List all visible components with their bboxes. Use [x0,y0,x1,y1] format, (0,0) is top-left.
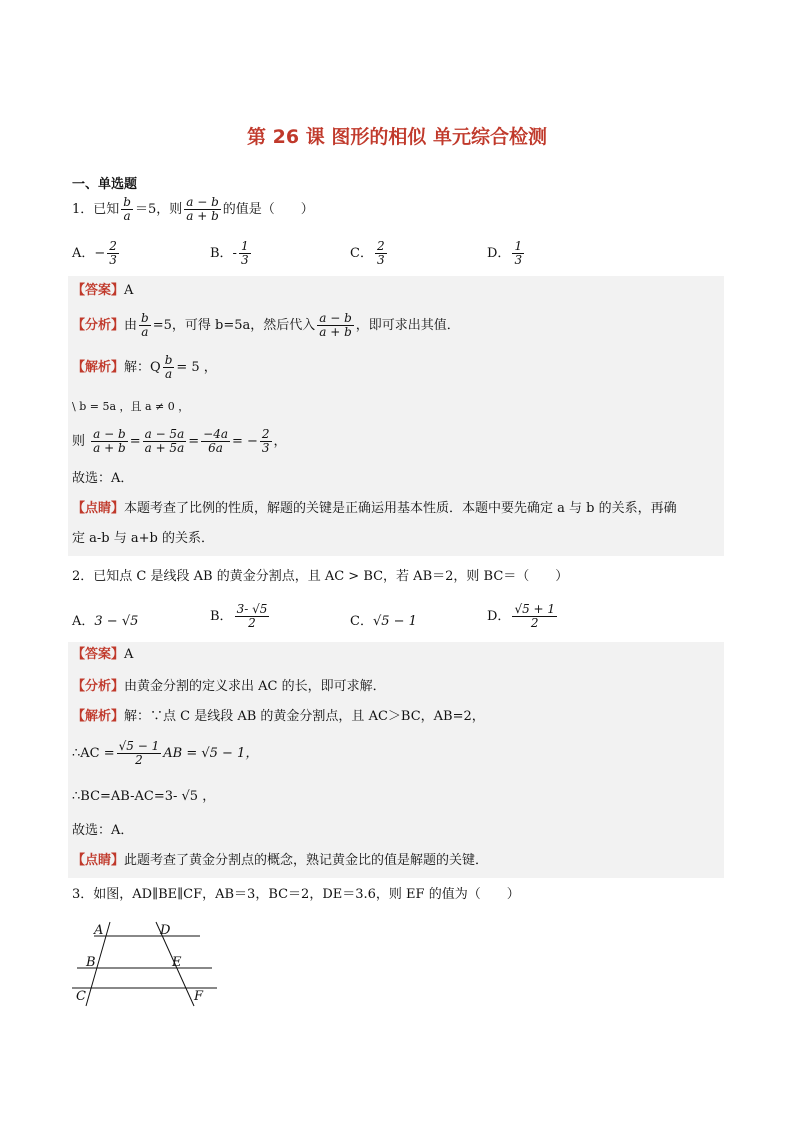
q1-frac1: $\frac{b}{a}$ [123,195,131,223]
q1-option-a[interactable]: A．− $\frac{2}{3}$ [72,239,117,267]
label-c: C [76,989,86,1004]
q2-option-b[interactable]: B． $\frac{3- √5}{2}$ [210,602,268,630]
q2-solution-line2: ∴AC = $\frac{√5 - 1}{2}$ AB = √5 − 1， [72,739,259,767]
q2-option-a[interactable]: A．3 − √5 [72,614,139,629]
q1-solution: 【解析】解：Q $\frac{b}{a}$ = 5 ， [72,353,217,381]
q2-choose: 故选：A． [72,823,134,838]
q1-option-b[interactable]: B．- $\frac{1}{3}$ [210,239,249,267]
q3-stem: 3．如图，AD∥BE∥CF，AB＝3，BC＝2，DE＝3.6，则 EF 的值为（ ） [72,887,520,902]
page-title: 第 26 课 图形的相似 单元综合检测 [247,126,547,148]
q1-answer: 【答案】A [72,283,134,298]
q1-solution-line2: \ b = 5a ，且 a ≠ 0 ， [72,400,190,413]
q1-frac2: $\frac{a - b}{a + b}$ [186,195,219,223]
q2-option-c[interactable]: C．√5 − 1 [350,614,417,629]
q1-stem: 1．已知 $\frac{b}{a}$ ＝5，则 $\frac{a - b}{a + b}$ 的值是（ ） [72,195,314,223]
label-a: A [94,923,104,938]
q2-option-d[interactable]: D． $\frac{√5 + 1}{2}$ [487,602,556,630]
q2-comment: 【点睛】此题考查了黄金分割点的概念，熟记黄金比的值是解题的关键． [72,853,489,868]
q1-solution-line3: 则 $\frac{a - b}{a + b}$ = $\frac{a - 5a}{a + 5a}$ = $\frac{-4a}{6a}$ = − $\frac{2}{3}$ ， [72,427,287,455]
q2-solution-line3: ∴BC=AB-AC=3- √5 ， [72,789,216,804]
q2-solution: 【解析】解：∵点 C 是线段 AB 的黄金分割点，且 AC＞BC，AB=2， [72,709,485,724]
q1-choose: 故选：A． [72,471,134,486]
label-d: D [160,923,171,938]
section-heading: 一、单选题 [72,177,138,192]
q1-stem-text: 1．已知 [72,202,120,217]
q1-option-d[interactable]: D． $\frac{1}{3}$ [487,239,523,267]
q3-figure [72,918,222,1010]
q2-analysis: 【分析】由黄金分割的定义求出 AC 的长，即可求解． [72,679,386,694]
q1-comment-2: 定 a-b 与 a+b 的关系． [72,531,214,546]
q2-answer: 【答案】A [72,647,134,662]
label-e: E [172,955,182,970]
q1-analysis: 【分析】由 $\frac{b}{a}$ =5，可得 b=5a，然后代入 $\frac{a - b}{a + b}$ ，即可求出其值． [72,311,460,339]
label-f: F [194,989,204,1004]
q1-comment: 【点睛】本题考查了比例的性质，解题的关键是正确运用基本性质．本题中要先确定 a 与 b 的关系，再确 [72,501,677,516]
q1-option-c[interactable]: C． $\frac{2}{3}$ [350,239,385,267]
label-b: B [86,955,96,970]
q2-stem: 2．已知点 C 是线段 AB 的黄金分割点，且 AC > BC，若 AB＝2，则 BC＝（ ） [72,569,569,584]
